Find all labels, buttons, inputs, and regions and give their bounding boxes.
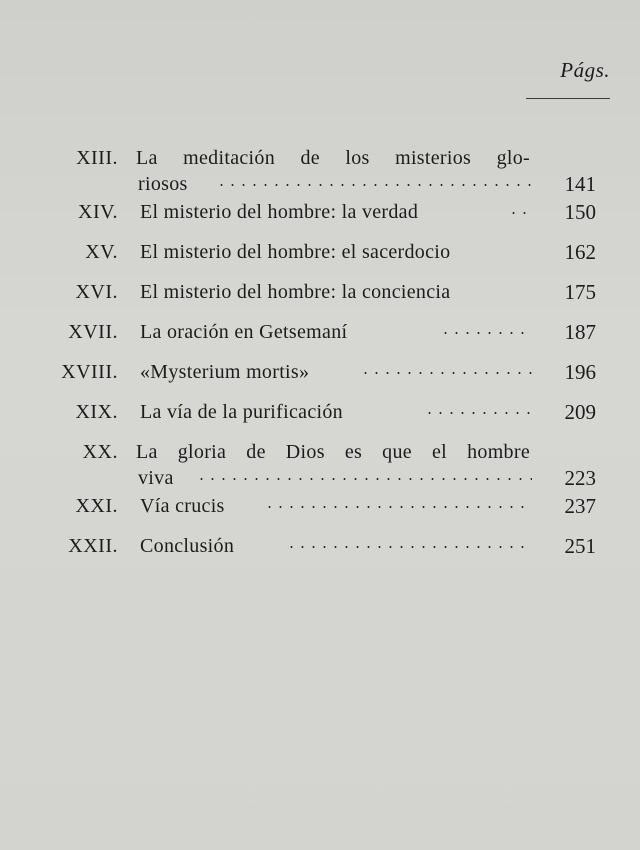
toc-entry bbox=[0, 182, 640, 222]
page-number: 196 bbox=[564, 360, 596, 384]
toc-entry bbox=[0, 222, 640, 262]
chapter-title: «Mysterium mortis» bbox=[140, 361, 310, 383]
page-number: 237 bbox=[564, 494, 596, 518]
header-rule bbox=[526, 98, 610, 99]
dot-leader bbox=[286, 546, 532, 548]
dot-leader bbox=[264, 506, 532, 508]
toc-entry bbox=[0, 302, 640, 342]
chapter-title: El misterio del hombre: la conciencia bbox=[140, 281, 451, 303]
chapter-title: La oración en Getsemaní bbox=[140, 321, 348, 343]
chapter-numeral: XIV. bbox=[78, 201, 118, 223]
table-of-contents bbox=[0, 128, 640, 556]
chapter-numeral: XVII. bbox=[68, 321, 118, 343]
toc-entry bbox=[0, 342, 640, 382]
dot-leader bbox=[508, 212, 532, 214]
chapter-title: El misterio del hombre: el sacerdocio bbox=[140, 241, 451, 263]
dot-leader bbox=[360, 372, 532, 374]
chapter-numeral: XXII. bbox=[68, 535, 118, 557]
chapter-title: La vía de la purificación bbox=[140, 401, 343, 423]
toc-entry bbox=[0, 262, 640, 302]
chapter-numeral: XVIII. bbox=[61, 361, 118, 383]
page-number: 251 bbox=[564, 534, 596, 558]
toc-entry bbox=[0, 476, 640, 516]
pages-column-header: Págs. bbox=[560, 58, 610, 82]
toc-entry bbox=[0, 516, 640, 556]
chapter-title: Conclusión bbox=[140, 535, 235, 557]
chapter-numeral: XXI. bbox=[75, 495, 118, 517]
chapter-title: El misterio del hombre: la verdad bbox=[140, 201, 419, 223]
page-number: 162 bbox=[564, 240, 596, 264]
page-number: 187 bbox=[564, 320, 596, 344]
dot-leader bbox=[424, 412, 532, 414]
chapter-title-line2: viva bbox=[138, 467, 174, 489]
chapter-title: Vía crucis bbox=[140, 495, 225, 517]
chapter-numeral: XVI. bbox=[75, 281, 118, 303]
chapter-numeral: XX. bbox=[82, 441, 118, 463]
chapter-title-line1: La meditación de los misterios glo- bbox=[136, 147, 530, 169]
chapter-numeral: XIII. bbox=[76, 147, 118, 169]
chapter-numeral: XIX. bbox=[75, 401, 118, 423]
page-number: 209 bbox=[564, 400, 596, 424]
dot-leader bbox=[440, 332, 532, 334]
chapter-title-line2: riosos bbox=[138, 173, 188, 195]
chapter-title-line1: La gloria de Dios es que el hombre bbox=[136, 441, 530, 463]
chapter-numeral: XV. bbox=[85, 241, 118, 263]
page-number: 223 bbox=[564, 466, 596, 490]
page-number: 141 bbox=[564, 172, 596, 196]
page-number: 175 bbox=[564, 280, 596, 304]
toc-entry bbox=[0, 382, 640, 422]
page-number: 150 bbox=[564, 200, 596, 224]
